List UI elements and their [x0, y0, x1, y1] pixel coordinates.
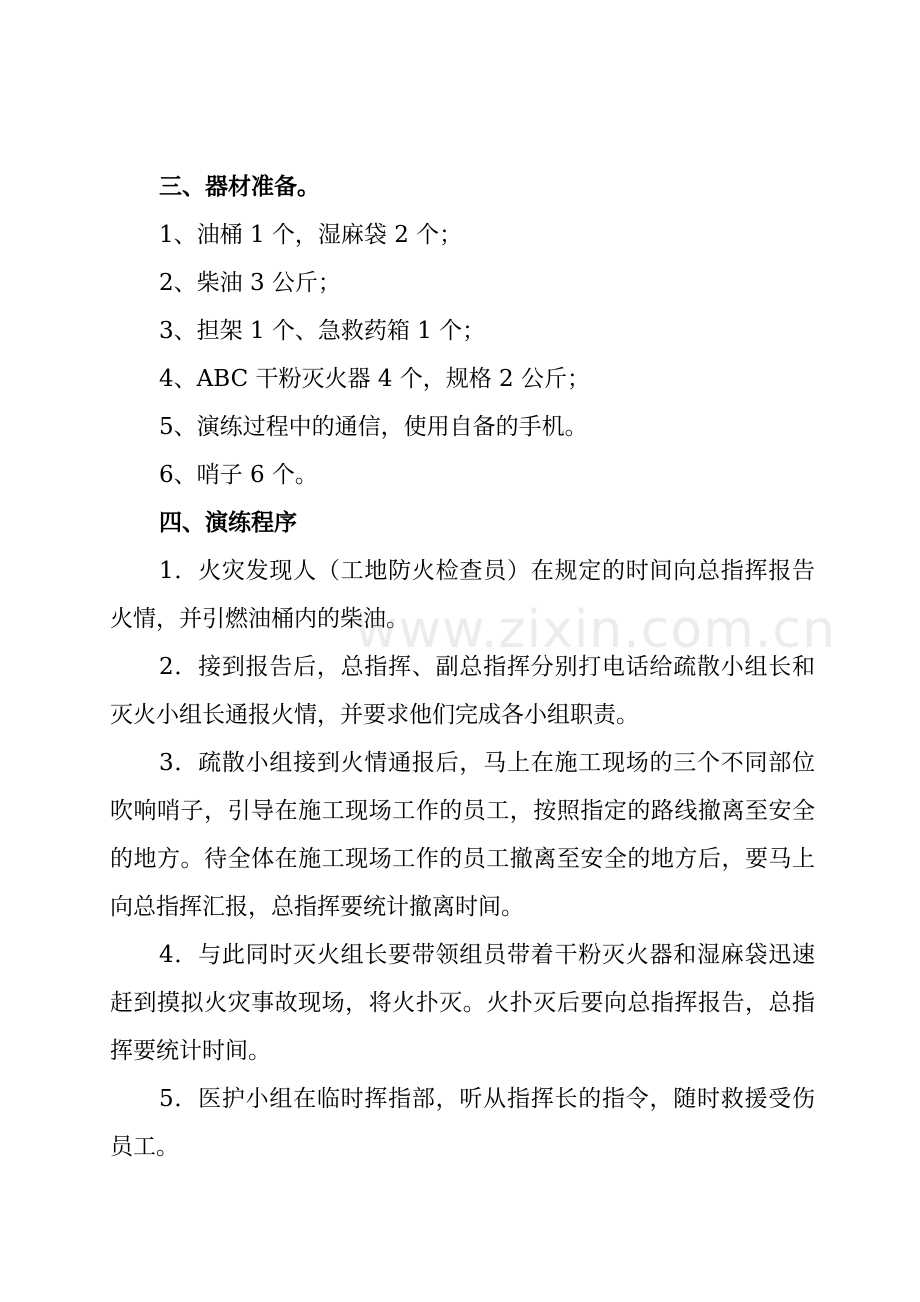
document-page — [110, 163, 815, 1171]
watermark: www.zixin.com.cn — [355, 600, 836, 660]
section-heading-equipment: 三、器材准备。 — [159, 174, 320, 200]
equipment-item-2: 2、柴油 3 公斤； — [159, 270, 341, 296]
procedure-paragraph-5: 5．医护小组在临时挥指部，听从指挥长的指令，随时救援受伤员工。 — [110, 1086, 815, 1160]
section-heading-procedure: 四、演练程序 — [159, 510, 297, 536]
equipment-item-3: 3、担架 1 个、急救药箱 1 个； — [159, 318, 486, 344]
equipment-item-4: 4、ABC 干粉灭火器 4 个，规格 2 公斤； — [159, 366, 590, 392]
procedure-paragraph-1: 1．火灾发现人（工地防火检查员）在规定的时间向总指挥报告火情，并引燃油桶内的柴油。 — [110, 558, 815, 632]
procedure-paragraph-2: 2．接到报告后，总指挥、副总指挥分别打电话给疏散小组长和灭火小组长通报火情，并要求他们完成各小组职责。 — [110, 654, 815, 728]
equipment-item-5: 5、演练过程中的通信，使用自备的手机。 — [159, 414, 588, 440]
equipment-item-6: 6、哨子 6 个。 — [159, 462, 318, 488]
equipment-item-1: 1、油桶 1 个，湿麻袋 2 个； — [159, 222, 463, 248]
procedure-paragraph-3: 3．疏散小组接到火情通报后，马上在施工现场的三个不同部位吹响哨子，引导在施工现场工作的员工，按照指定的路线撤离至安全的地方。待全体在施工现场工作的员工撤离至安全的地方后，要马上向总指挥汇报，总指挥要统计撤离时间。 — [110, 750, 815, 920]
procedure-paragraph-4: 4．与此同时灭火组长要带领组员带着干粉灭火器和湿麻袋迅速赶到摸拟火灾事故现场，将火扑灭。火扑灭后要向总指挥报告，总指挥要统计时间。 — [110, 942, 815, 1064]
